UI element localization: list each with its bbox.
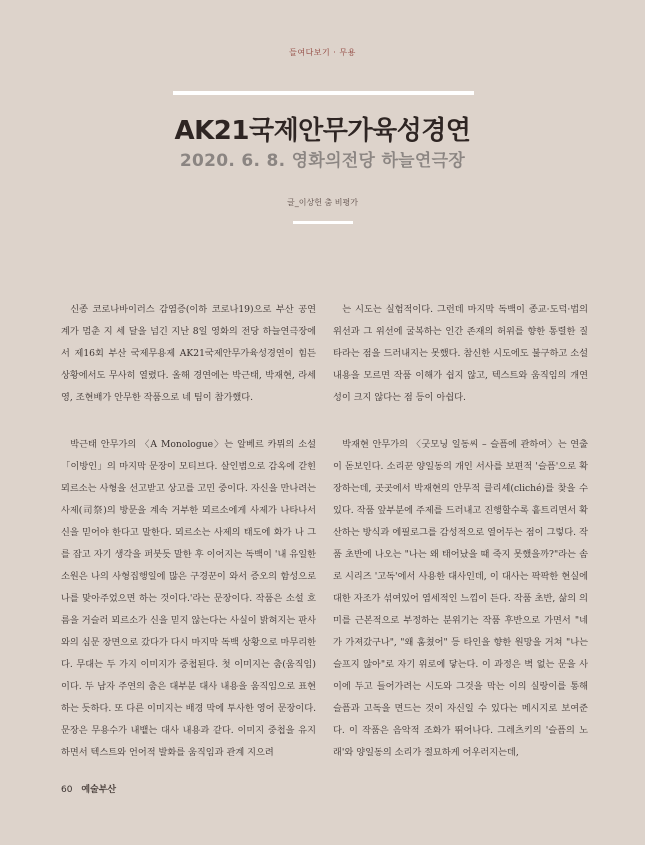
paragraph: 신종 코로나바이러스 감염증(이하 코로나19)으로 부산 공연계가 멈춘 지 세 달을 넘긴 지난 8일 영화의 전당 하늘연극장에서 제16회 부산 국제무용제 AK21국제안무가육성경연이 힘든 상황에서도 무사히 열렸다. 올해 경연에는 박근태, 박재현, 라세영, 조현배가 안무한 작품으로 네 팀이 참가했다. — [61, 304, 316, 403]
page-footer — [61, 782, 116, 795]
byline: 글_이상헌 춤 비평가 — [287, 198, 358, 207]
byline-rule — [293, 221, 353, 224]
article-title: AK21국제안무가육성경연 — [174, 116, 471, 146]
paragraph: 는 시도는 실험적이다. 그런데 마지막 독백이 종교·도덕·법의 위선과 그 위선에 굴복하는 인간 존재의 허위를 향한 통렬한 질타라는 점을 드러내지는 못했다. 참신한 시도에도 불구하고 소설 내용을 모르면 작품 이해가 쉽지 않고, 텍스트와 움직임의 개연성이 크지 않다는 점 등이 아쉽다. — [333, 304, 588, 403]
right-column — [333, 299, 588, 789]
left-column — [61, 299, 316, 789]
paragraph: 박재현 안무가의 〈굿모닝 일동씨 – 슬픔에 관하여〉는 연출이 돋보인다. 소리꾼 양일동의 개인 서사를 보편적 '슬픔'으로 확장하는데, 곳곳에서 박재현의 안무적 클리셰(cliché)를 찾을 수 있다. 작품 앞부분에 주제를 드러내고 진행할수록 흩트리면서 확산하는 방식과 에필로그를 감성적으로 열어두는 점이 그렇다. 작품 초반에 나오는 "나는 왜 태어났을 때 죽지 못했을까?"라는 솜로 시리즈 '고독'에서 사용한 대사인데, 이 대사는 팍팍한 현실에 대한 자조가 섞여있어 염세적인 느낌이 든다. 작품 초반, 삶의 의미를 근본적으로 부정하는 분위기는 작품 후반으로 가면서 "네가 가져갔구나", "왜 훔쳤어" 등 타인을 향한 원망을 거쳐 "나는 슬프지 않아"로 자기 위로에 닿는다. 이 과정은 벽 없는 문을 사이에 두고 들어가려는 시도와 그것을 막는 이의 실랑이를 통해 슬픔과 고독을 면드는 것이 자신일 수 있다는 메시지로 보여준다. 이 작품은 음악적 조화가 뛰어나다. 그레츠키의 '슬픔의 노래'와 양일동의 소리가 절묘하게 어우러지는데, — [333, 439, 588, 758]
paragraph: 박근태 안무가의 〈A Monologue〉는 알베르 카뮈의 소설 「이방인」의 마지막 문장이 모티브다. 살인범으로 감옥에 갇힌 뫼르소는 사형을 선고받고 상고를 고민 중이다. 자신을 만나려는 사제(司祭)의 방문을 계속 거부한 뫼르소에게 사제가 나타나서 신을 믿어야 한다고 말한다. 뫼르소는 사제의 태도에 화가 나 그를 잡고 자기 생각을 퍼붓듯 말한 후 이어지는 독백이 '내 유일한 소원은 나의 사형집행일에 많은 구경꾼이 와서 증오의 함성으로 나를 맞아주었으면 하는 것이다.'라는 문장이다. 작품은 소설 흐름을 거슬러 뫼르소가 신을 믿지 않는다는 사실이 밝혀지는 판사와의 심문 장면으로 갔다가 다시 마지막 독백 상황으로 마무리한다. 무대는 두 가지 이미지가 중첩된다. 첫 이미지는 춤(움직임)이다. 두 남자 주연의 춤은 대부분 대사 내용을 움직임으로 표현하는 듯하다. 또 다른 이미지는 배경 막에 투사한 영어 문장이다. 문장은 무용수가 내뱉는 대사 내용과 같다. 이미지 중첩을 유지하면서 텍스트와 언어적 발화를 움직임과 관계 지으려 — [61, 439, 316, 758]
article-subtitle: 2020. 6. 8. 영화의전당 하늘연극장 — [179, 151, 466, 171]
magazine-logo: 예술부산 — [81, 785, 117, 795]
title-rule-top — [173, 91, 474, 95]
section-tag: 들여다보기 · 무용 — [289, 48, 356, 57]
page-number: 60 — [61, 785, 73, 795]
